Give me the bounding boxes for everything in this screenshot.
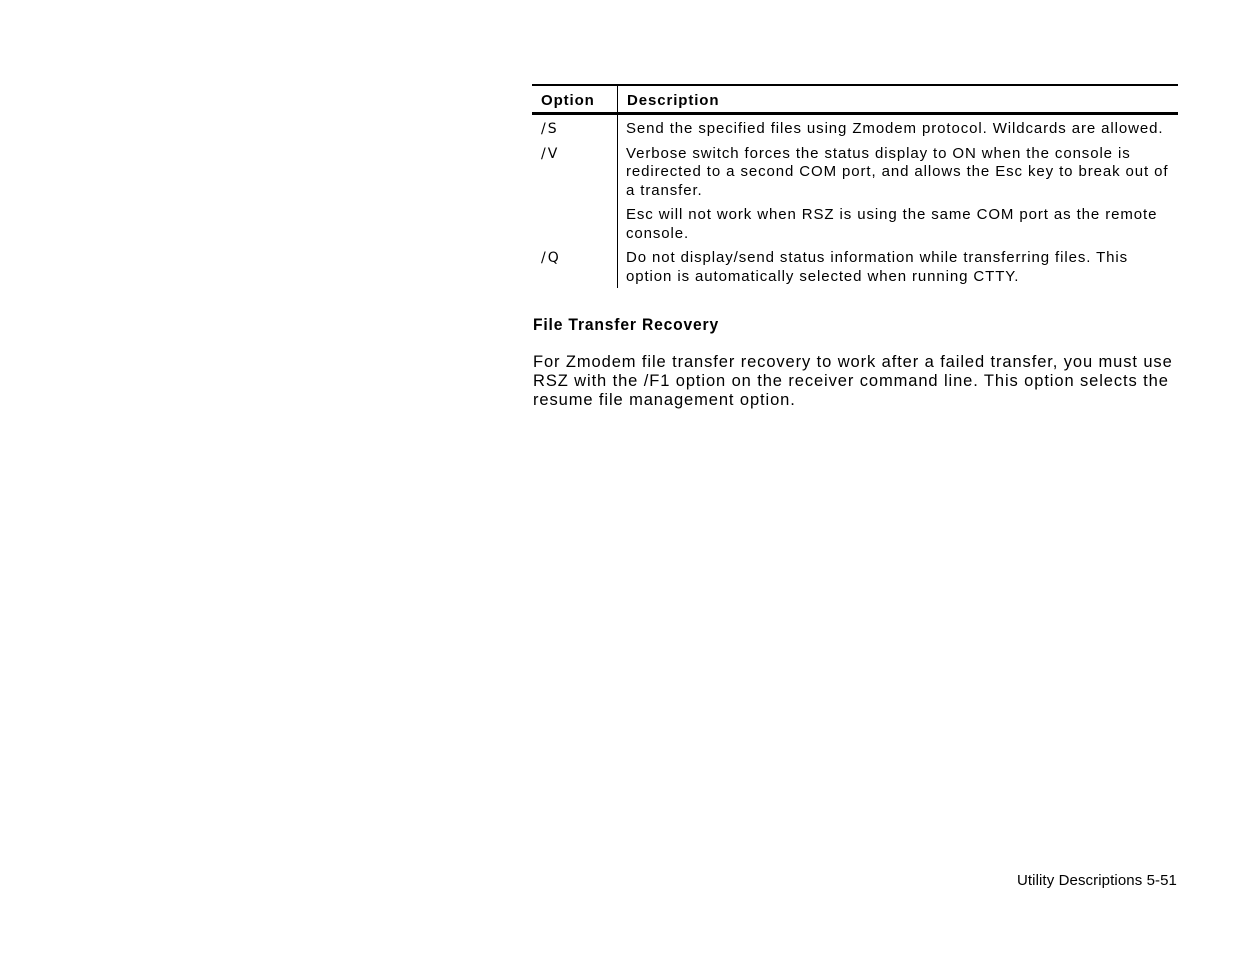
- option-code: [532, 200, 618, 243]
- option-code: /Q: [532, 243, 618, 288]
- table-row: [532, 114, 1178, 139]
- table-row: [532, 139, 1178, 201]
- section-body: For Zmodem file transfer recovery to work after a failed transfer, you must use RSZ with the /F1 option on the receiver command line. This option selects the resume file management option.: [533, 353, 1173, 409]
- table-header-row: [532, 85, 1178, 114]
- table-row: [532, 243, 1178, 288]
- options-table: [532, 84, 1178, 288]
- section-title: File Transfer Recovery: [533, 315, 719, 334]
- table-row: [532, 200, 1178, 243]
- page-footer: Utility Descriptions 5-51: [1016, 872, 1177, 889]
- header-option: Option: [532, 85, 618, 114]
- header-description: Description: [618, 85, 1179, 114]
- option-note: Esc will not work when RSZ is using the same COM port as the remote console.: [626, 206, 1158, 242]
- option-code: /V: [532, 139, 618, 201]
- option-code: /S: [532, 114, 618, 139]
- option-description: Verbose switch forces the status display to ON when the console is redirected to a second COM port, and allows the Esc key to break out of a transfer.: [626, 144, 1169, 199]
- option-description: Do not display/send status information while transferring files. This option is automatically selected when running CTTY.: [626, 249, 1129, 285]
- option-description: Send the specified files using Zmodem protocol. Wildcards are allowed.: [626, 120, 1164, 137]
